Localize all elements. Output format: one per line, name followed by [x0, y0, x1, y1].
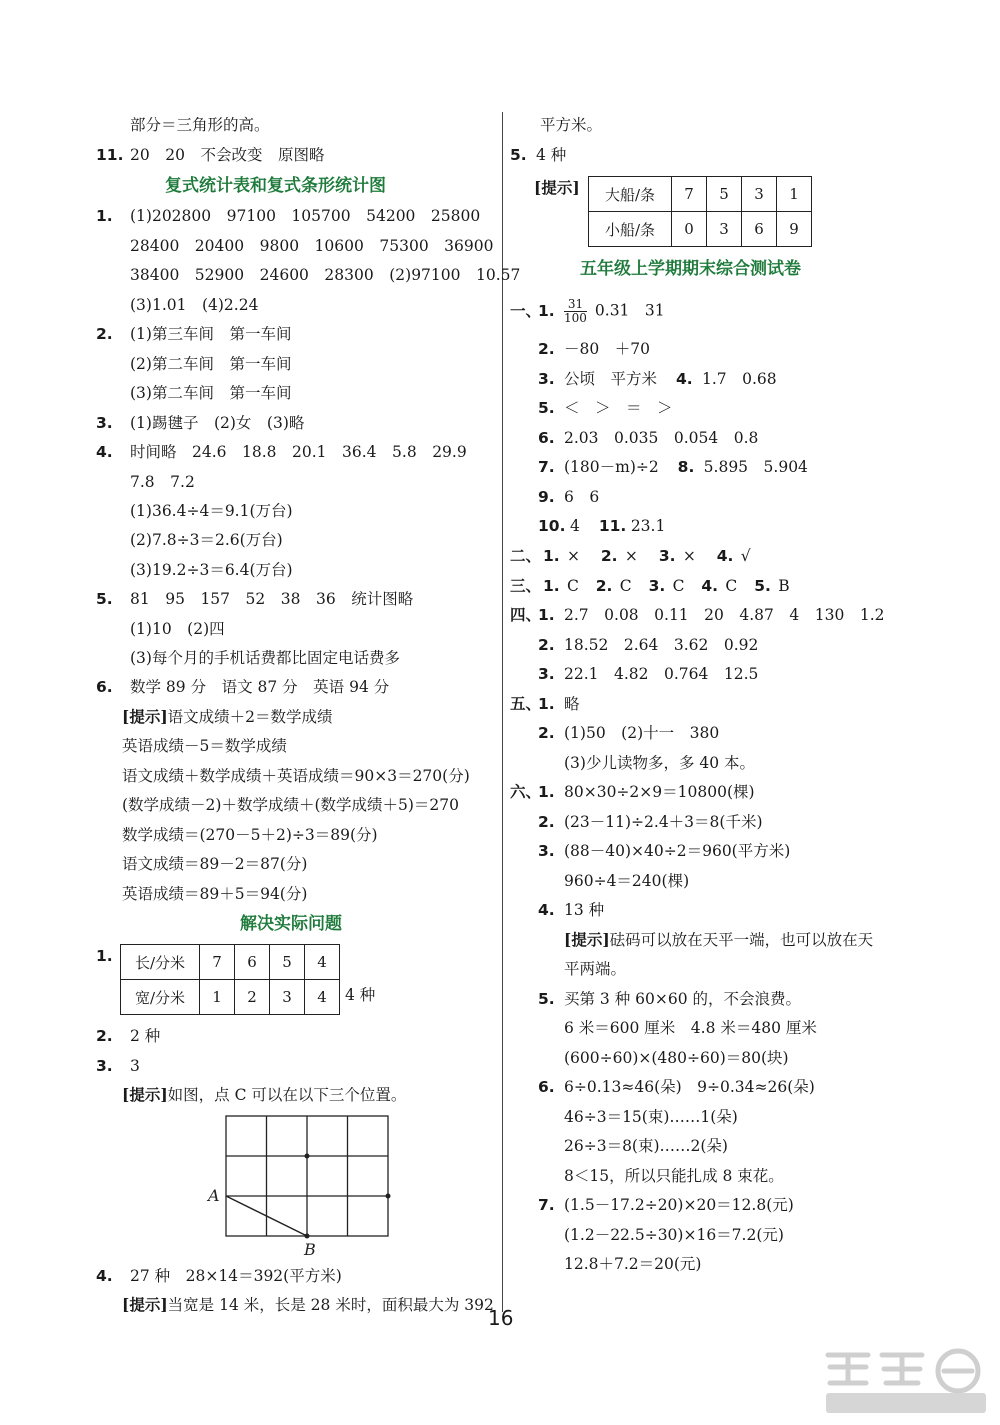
- answer-line: 8＜15，所以只能扎成 8 束花。: [564, 1167, 784, 1185]
- answer-text: 0.31 31: [594, 301, 665, 320]
- question-number: 4.: [96, 1267, 113, 1285]
- answer-text: ×: [682, 547, 696, 565]
- text-line: 部分＝三角形的高。: [130, 116, 270, 134]
- question-2b: [96, 1026, 160, 1046]
- answer-text: 20 20 不会改变 原图略: [130, 146, 325, 164]
- answer-line: (600÷60)×(480÷60)＝80(块): [564, 1049, 789, 1067]
- answer-text: ×: [624, 547, 638, 565]
- answer-line: 7.8 7.2: [130, 473, 195, 491]
- table-cell: 3: [707, 212, 742, 247]
- answer-line: (1)36.4÷4＝9.1(万台): [130, 502, 293, 520]
- answer-line: 语文成绩＋数学成绩＋英语成绩＝90×3＝270(分): [122, 767, 470, 785]
- part-label: 三、: [510, 577, 542, 595]
- table-cell: 5: [270, 945, 305, 980]
- table-cell: 大船/条: [589, 177, 672, 212]
- part-4-question-2: [538, 635, 758, 655]
- question-number: 6.: [538, 1078, 555, 1096]
- answer-text: 4 种: [536, 146, 567, 164]
- answer-text: 2.03 0.035 0.054 0.8: [564, 429, 759, 447]
- question-number: 1.: [538, 695, 555, 713]
- part-4-question-1: [510, 605, 885, 625]
- answer-text: 80×30÷2×9＝10800(棵): [564, 783, 755, 801]
- table-row: [121, 945, 340, 980]
- table-row: [121, 980, 340, 1015]
- question-number: 11.: [598, 517, 627, 535]
- point-c-2: [305, 1234, 310, 1239]
- question-number: 5.: [510, 146, 527, 164]
- part-1-question-3: [538, 369, 777, 389]
- answer-text: 3: [130, 1057, 140, 1075]
- question-5: [96, 589, 413, 609]
- part-1-question-9: [538, 487, 599, 507]
- hint-text: 如图，点 C 可以在以下三个位置。: [167, 1086, 407, 1104]
- answer-line: (1.2－22.5÷30)×16＝7.2(元): [564, 1226, 784, 1244]
- watermark-logo-icon: [820, 1345, 990, 1417]
- part-2: [510, 546, 751, 566]
- question-number: 5.: [538, 399, 555, 417]
- answer-text: (1.5－17.2÷20)×20＝12.8(元): [564, 1196, 794, 1214]
- part-5-question-2: [538, 723, 719, 743]
- answer-line: 46÷3＝15(束)……1(朵): [564, 1108, 738, 1126]
- answer-line: 960÷4＝240(棵): [564, 872, 690, 890]
- part-1-question-2: [538, 339, 650, 359]
- hint-line: [122, 1295, 494, 1315]
- answer-text: (88－40)×40÷2＝960(平方米): [564, 842, 791, 860]
- question-number: 1.: [538, 783, 555, 801]
- question-number: 5.: [754, 577, 771, 595]
- question-number: 2.: [96, 325, 113, 343]
- table-cell: 1: [200, 980, 235, 1015]
- table-cell: 0: [672, 212, 707, 247]
- question-number: 2.: [96, 1027, 113, 1045]
- answer-text: (1)踢毽子 (2)女 (3)略: [130, 414, 305, 432]
- question-number: 7.: [538, 1196, 555, 1214]
- question-number: 1.: [538, 301, 555, 320]
- table-cell: 6: [742, 212, 777, 247]
- hint-line: [564, 930, 873, 950]
- section-title: 解决实际问题: [240, 914, 342, 934]
- question-number: 2.: [538, 724, 555, 742]
- answer-text: √: [740, 547, 751, 565]
- hint-line: [122, 707, 333, 727]
- answer-text: 22.1 4.82 0.764 12.5: [564, 665, 759, 683]
- table-cell: 4: [305, 980, 340, 1015]
- question-number: 2.: [595, 577, 613, 595]
- answer-line: 数学成绩＝(270－5＋2)÷3＝89(分): [122, 826, 378, 844]
- table-row: [589, 177, 812, 212]
- question-4b: [96, 1266, 342, 1286]
- answer-line: 平两端。: [564, 960, 627, 978]
- question-number: 7.: [538, 458, 555, 476]
- answer-text: (23－11)÷2.4＋3＝8(千米): [564, 813, 763, 831]
- table-cell: 长/分米: [121, 945, 200, 980]
- grid-diagram: [200, 1108, 400, 1258]
- length-width-table: [120, 944, 340, 1015]
- hint-label: [提示]: [122, 1295, 168, 1314]
- answer-line: (数学成绩－2)＋数学成绩＋(数学成绩＋5)＝270: [122, 796, 459, 814]
- answer-line: 6 米＝600 厘米 4.8 米＝480 厘米: [564, 1019, 817, 1037]
- question-11: [96, 145, 324, 165]
- question-1: [96, 206, 480, 226]
- table-cell: 4: [305, 945, 340, 980]
- table-cell: 7: [200, 945, 235, 980]
- table-cell: 5: [707, 177, 742, 212]
- answer-text: 时间略 24.6 18.8 20.1 36.4 5.8 29.9: [130, 443, 467, 461]
- table-row: [589, 212, 812, 247]
- answer-line: 12.8＋7.2＝20(元): [564, 1255, 702, 1273]
- answer-text: 4 种: [345, 986, 376, 1004]
- part-6-question-6: [538, 1077, 815, 1097]
- answer-line: (3)第二车间 第一车间: [130, 384, 292, 402]
- answer-text: 27 种 28×14＝392(平方米): [130, 1267, 342, 1285]
- question-number: 3.: [648, 577, 666, 595]
- answer-text: (1)50 (2)十一 380: [564, 724, 720, 742]
- fraction-denominator: 100: [564, 311, 587, 325]
- table-cell: 6: [235, 945, 270, 980]
- grid-lines: [226, 1116, 388, 1236]
- question-number: 1.: [542, 547, 560, 565]
- hint-label: [提示]: [534, 178, 580, 197]
- answer-line: 26÷3＝8(束)……2(朵): [564, 1137, 728, 1155]
- answer-text: C: [566, 577, 579, 595]
- hint-label-box: [534, 178, 580, 198]
- table-cell: 2: [235, 980, 270, 1015]
- question-3b: [96, 1056, 140, 1076]
- answer-text: 23.1: [630, 517, 666, 535]
- part-1-question-7: [538, 457, 808, 477]
- question-number: 6.: [96, 678, 113, 696]
- answer-text: C: [725, 577, 738, 595]
- answer-text: 4: [570, 517, 580, 535]
- question-number: 3.: [538, 665, 555, 683]
- answer-line: 28400 20400 9800 10600 75300 36900: [130, 237, 494, 255]
- answer-line: (1)10 (2)四: [130, 620, 225, 638]
- boat-table: [588, 176, 812, 247]
- part-6-question-1: [510, 782, 755, 802]
- answer-text: 2.7 0.08 0.11 20 4.87 4 130 1.2: [564, 606, 885, 624]
- table-cell: 3: [742, 177, 777, 212]
- answer-line: (3)1.01 (4)2.24: [130, 296, 259, 314]
- answer-line: 英语成绩－5＝数学成绩: [122, 737, 287, 755]
- answer-line: 38400 52900 24600 28300 (2)97100 10.57: [130, 266, 521, 284]
- part-label: 六、: [510, 783, 542, 801]
- question-number: 3.: [658, 547, 676, 565]
- question-4: [96, 442, 467, 462]
- answer-line: (3)少儿读物多，多 40 本。: [564, 754, 756, 772]
- text-line: 平方米。: [540, 116, 603, 134]
- page-number: 16: [488, 1306, 514, 1330]
- answer-text: C: [672, 577, 685, 595]
- part-1-question-5: [538, 398, 673, 418]
- label-a: A: [208, 1186, 220, 1205]
- question-number: 3.: [96, 1057, 113, 1075]
- hint-text: 砝码可以放在天平一端，也可以放在天: [609, 931, 874, 949]
- answer-text: 买第 3 种 60×60 的，不会浪费。: [564, 990, 802, 1008]
- answer-text: ＜ ＞ ＝ ＞: [564, 399, 673, 417]
- part-label: 四、: [510, 606, 542, 624]
- hint-text: 语文成绩＋2＝数学成绩: [167, 708, 333, 726]
- question-number: 2.: [600, 547, 618, 565]
- hint-line: [122, 1085, 406, 1105]
- answer-text: 6 6: [564, 488, 600, 506]
- part-5-question-1: [510, 694, 580, 714]
- answer-text: 18.52 2.64 3.62 0.92: [564, 636, 759, 654]
- part-6-question-5: [538, 989, 801, 1009]
- table-cell: 宽/分米: [121, 980, 200, 1015]
- table-cell: 3: [270, 980, 305, 1015]
- answer-text: (1)第三车间 第一车间: [130, 325, 292, 343]
- hint-label: [提示]: [564, 930, 610, 949]
- question-number: 6.: [538, 429, 555, 447]
- fraction-numerator: 31: [564, 298, 587, 312]
- question-3: [96, 413, 304, 433]
- answer-text: 数学 89 分 语文 87 分 英语 94 分: [130, 678, 390, 696]
- part-3: [510, 576, 790, 596]
- point-c-3: [386, 1194, 391, 1199]
- question-number-1: [96, 946, 113, 966]
- part-6-question-7: [538, 1195, 794, 1215]
- answer-line: (2)第二车间 第一车间: [130, 355, 292, 373]
- hint-label: [提示]: [122, 1085, 168, 1104]
- answer-text: (180－m)÷2: [564, 458, 659, 476]
- question-number: 2.: [538, 636, 555, 654]
- question-number: 4.: [675, 370, 693, 388]
- part-label: 二、: [510, 547, 542, 565]
- table-cell: 9: [777, 212, 812, 247]
- answer-text: 略: [564, 695, 580, 713]
- question-number: 4.: [701, 577, 719, 595]
- part-label: 五、: [510, 695, 542, 713]
- question-number: 4.: [538, 901, 555, 919]
- hint-text: 当宽是 14 米，长是 28 米时，面积最大为 392: [167, 1296, 494, 1314]
- answer-text: 1.7 0.68: [701, 370, 777, 388]
- answer-text: 公顷 平方米: [564, 370, 658, 388]
- question-number: 5.: [96, 590, 113, 608]
- question-6: [96, 677, 389, 697]
- question-number: 3.: [538, 842, 555, 860]
- answer-line: (3)每个月的手机话费都比固定电话费多: [130, 649, 400, 667]
- question-number: 8.: [677, 458, 695, 476]
- table-cell: 小船/条: [589, 212, 672, 247]
- answer-text: 5.895 5.904: [703, 458, 808, 476]
- section-title: 五年级上学期期末综合测试卷: [580, 259, 801, 279]
- fraction: [564, 298, 587, 325]
- question-number: 11.: [96, 146, 124, 164]
- answer-line: (3)19.2÷3＝6.4(万台): [130, 561, 293, 579]
- answer-text: －80 ＋70: [564, 340, 650, 358]
- answer-text: 81 95 157 52 38 36 统计图略: [130, 590, 414, 608]
- question-number: 1.: [96, 947, 113, 965]
- label-b: B: [304, 1240, 316, 1258]
- answer-text: (1)202800 97100 105700 54200 25800: [130, 207, 481, 225]
- question-number: 2.: [538, 813, 555, 831]
- question-number: 4.: [96, 443, 113, 461]
- question-number: 1.: [96, 207, 113, 225]
- question-number: 9.: [538, 488, 555, 506]
- question-number: 1.: [538, 606, 555, 624]
- answer-text: 2 种: [130, 1027, 161, 1045]
- section-title: 复式统计表和复式条形统计图: [165, 176, 386, 196]
- question-number: 10.: [538, 517, 566, 535]
- question-number: 2.: [538, 340, 555, 358]
- hint-label: [提示]: [122, 707, 168, 726]
- answer-line: 语文成绩＝89－2＝87(分): [122, 855, 308, 873]
- question-number: 4.: [716, 547, 734, 565]
- question-5: [510, 145, 566, 165]
- answer-line: 英语成绩＝89＋5＝94(分): [122, 885, 308, 903]
- part-4-question-3: [538, 664, 758, 684]
- answer-text: 13 种: [564, 901, 605, 919]
- part-1-question-10: [538, 516, 665, 536]
- part-1-question-1: [510, 298, 665, 325]
- answer-text: ×: [566, 547, 580, 565]
- table-cell: 7: [672, 177, 707, 212]
- part-6-question-3: [538, 841, 790, 861]
- question-number: 3.: [96, 414, 113, 432]
- part-label: 一、: [510, 301, 542, 320]
- table-cell: 1: [777, 177, 812, 212]
- answer-text: C: [619, 577, 632, 595]
- part-6-question-4: [538, 900, 604, 920]
- answer-text: 6÷0.13≈46(朵) 9÷0.34≈26(朵): [564, 1078, 815, 1096]
- question-number: 1.: [542, 577, 560, 595]
- answer-line: (2)7.8÷3＝2.6(万台): [130, 531, 283, 549]
- point-c-1: [305, 1154, 310, 1159]
- question-number: 3.: [538, 370, 555, 388]
- column-divider: [502, 112, 503, 1312]
- question-2: [96, 324, 291, 344]
- part-1-question-6: [538, 428, 758, 448]
- answer-text: B: [778, 577, 790, 595]
- part-6-question-2: [538, 812, 763, 832]
- question-number: 5.: [538, 990, 555, 1008]
